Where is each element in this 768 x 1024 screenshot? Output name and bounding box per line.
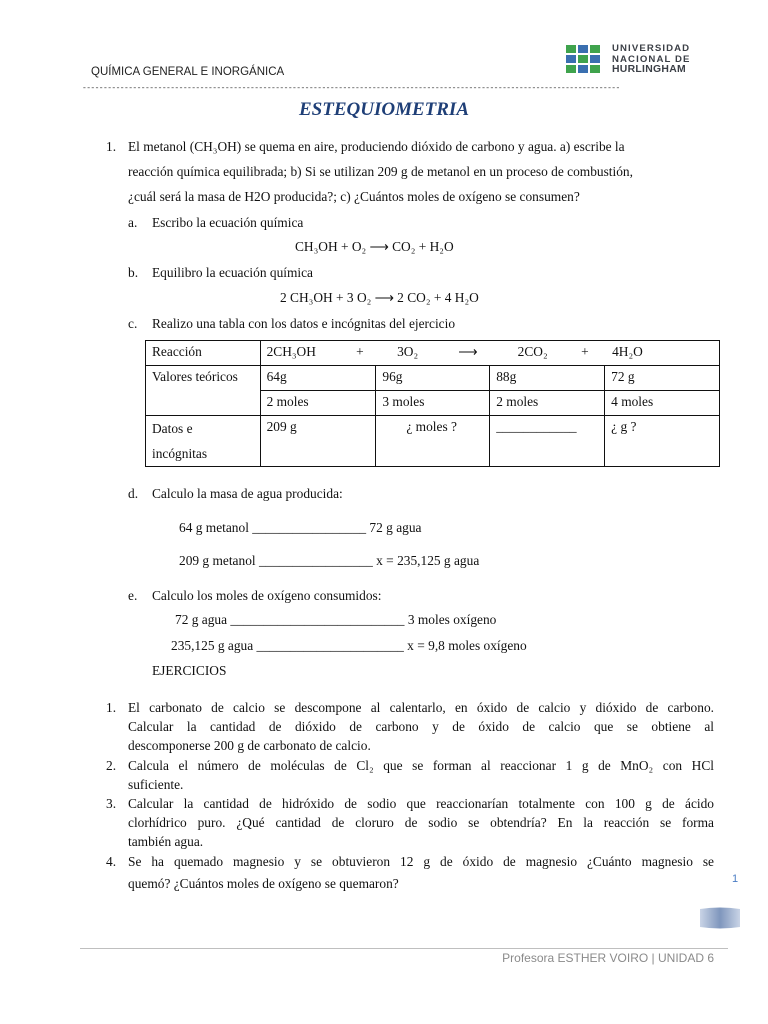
table-label-line-2: incógnitas [152,446,208,461]
table-cell: 88g [490,366,605,391]
table-cell: 209 g [260,416,376,467]
page-title: ESTEQUIOMETRIA [299,99,469,120]
table-label-line-1: Datos e [152,421,193,436]
list-item [106,794,714,852]
page-tab-icon [698,906,742,930]
table-cell: Reacción [146,341,261,366]
table-cell: ¿ moles ? [376,416,490,467]
step-e-label: e. [128,588,138,603]
table-cell: 72 g [605,366,720,391]
problem-line-2: reacción química equilibrada; b) Si se utilizan 209 g de metanol en un proceso de combustión, [128,164,633,179]
step-a-label: a. [128,215,138,230]
step-c-label: c. [128,316,138,331]
table-cell: ____________ [490,416,605,467]
exercises-heading: EJERCICIOS [152,663,227,678]
list-item [106,698,714,756]
list-item [106,852,714,893]
table-cell: 2 moles [260,391,376,416]
table-cell: 3 moles [376,391,490,416]
equation-unbalanced: CH₃OH + O₂ ⟶ CO₂ + H₂O [295,239,454,254]
calc-e-line-2: 235,125 g agua ______________________ x = 9,8 moles oxígeno [171,638,527,653]
course-title: QUÍMICA GENERAL E INORGÁNICA [91,66,285,78]
exercise-number: 2. [106,757,117,773]
logo-line-3: HURLINGHAM [612,64,686,76]
logo-line-2: NACIONAL DE [612,53,691,65]
table-cell: ¿ g ? [605,416,720,467]
step-b-label: b. [128,265,139,280]
table-cell: 64g [260,366,376,391]
step-d-text: Calculo la masa de agua producida: [152,486,343,501]
table-cell [146,416,261,467]
table-row [146,416,720,467]
exercise-line: Calcular la cantidad de hidróxido de sodio que reaccionarían totalmente con 100 g de ácido [128,796,714,812]
step-e-text: Calculo los moles de oxígeno consumidos: [152,588,382,603]
exercise-line: Calcula el número de moléculas de Cl₂ que se forman al reaccionar 1 g de MnO₂ con HCl [128,757,714,773]
exercise-list [106,698,714,893]
exercise-line: Se ha quemado magnesio y se obtuvieron 12 g de óxido de magnesio ¿Cuánto magnesio se [128,853,714,869]
logo-mark-icon [566,43,606,77]
calc-d-line-2: 209 g metanol _________________ x = 235,125 g agua [179,553,480,568]
stoichiometry-table [145,340,720,467]
exercise-number: 4. [106,853,117,869]
footer-divider [80,948,728,949]
problem-number: 1. [106,139,117,154]
exercise-line: quemó? ¿Cuántos moles de oxígeno se quemaron? [128,875,399,891]
table-cell: 4 moles [605,391,720,416]
calc-d-line-1: 64 g metanol _________________ 72 g agua [179,520,422,535]
exercise-line: descomponerse 200 g de carbonato de calcio. [128,738,371,754]
logo-line-1: UNIVERSIDAD [612,43,691,54]
header-divider: -------------------------------------------------------------------------------------------------------------------------------- [82,84,620,93]
list-item [106,756,714,794]
exercise-number: 3. [106,796,117,812]
table-cell-reaction: 2CH₃OH + 3O₂ ⟶ 2CO₂ + 4H₂O [260,341,719,366]
table-cell: Valores teóricos [146,366,261,416]
step-c-text: Realizo una tabla con los datos e incógnitas del ejercicio [152,316,456,331]
table-row [146,341,720,366]
exercise-line: Calcular la cantidad de dióxido de carbono y de óxido de calcio que se obtiene al [128,719,714,735]
step-d-label: d. [128,486,139,501]
step-a-text: Escribo la ecuación química [152,215,304,230]
university-logo [566,43,706,77]
footer-text: Profesora ESTHER VOIRO | UNIDAD 6 [502,951,714,965]
table-row [146,366,720,391]
exercise-line: El carbonato de calcio se descompone al calentarlo, en óxido de calcio y dióxido de carbono. [128,700,714,715]
problem-line-1: El metanol (CH₃OH) se quema en aire, produciendo dióxido de carbono y agua. a) escribe la [128,139,625,154]
calc-e-line-1: 72 g agua __________________________ 3 moles oxígeno [175,612,497,627]
step-b-text: Equilibro la ecuación química [152,265,314,280]
exercise-number: 1. [106,700,117,715]
table-cell: 96g [376,366,490,391]
table-cell: 2 moles [490,391,605,416]
exercise-line: también agua. [128,834,204,850]
page-number: 1 [732,873,739,885]
equation-balanced: 2 CH₃OH + 3 O₂ ⟶ 2 CO₂ + 4 H₂O [280,290,479,305]
exercise-line: suficiente. [128,776,184,792]
problem-line-3: ¿cuál será la masa de H2O producida?; c) ¿Cuántos moles de oxígeno se consumen? [128,189,580,204]
exercise-line: clorhídrico puro. ¿Qué cantidad de cloruro de sodio se obtendría? En la reacción se forma [128,815,714,831]
